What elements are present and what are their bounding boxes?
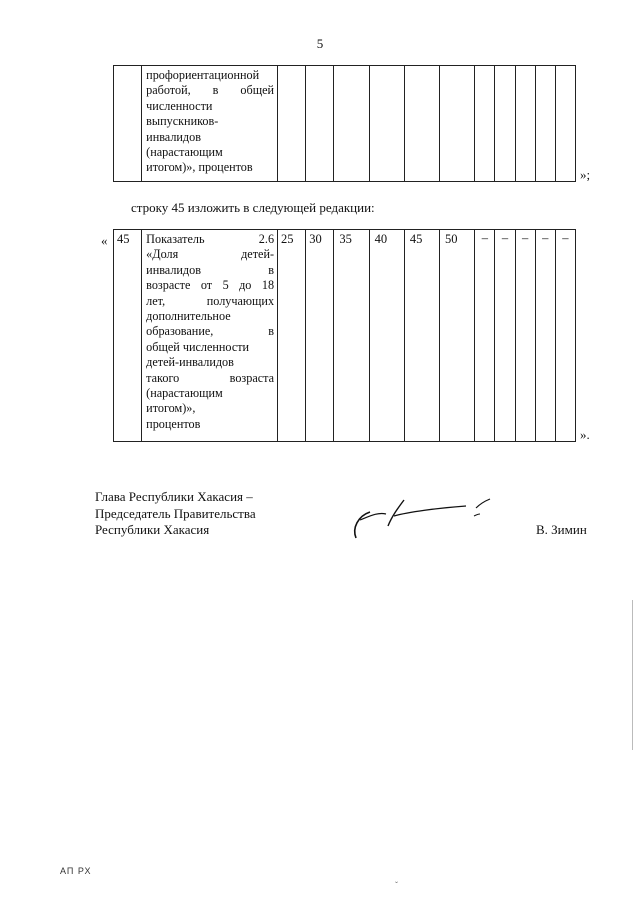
row-label-line: итогом)», (146, 401, 196, 416)
top-table-fragment (113, 65, 576, 182)
signatory-title-line: Глава Республики Хакасия – (95, 489, 253, 504)
row-label-line: лет, получающих (146, 293, 275, 308)
row-label-line: инвалидов в (146, 262, 275, 277)
row-label-line: общей численности (146, 339, 250, 354)
value-cell: – (555, 230, 575, 442)
footer-code: АП РХ (60, 866, 92, 876)
value-cell: – (535, 230, 555, 442)
row-label-cell (142, 230, 278, 442)
top-label-cell (142, 66, 278, 182)
signatory-name: В. Зимин (536, 522, 587, 537)
top-label-line: численности (146, 98, 213, 113)
instruction-text: строку 45 изложить в следующей редакции: (131, 200, 375, 215)
value-cell: – (495, 230, 515, 442)
closing-quote: ». (580, 427, 590, 442)
signatory-title-line: Республики Хакасия (95, 522, 210, 537)
top-label-line: выпускников- (146, 114, 219, 129)
row-45-table (113, 229, 576, 442)
top-label-line: работой, в общей (146, 83, 275, 98)
value-cell: – (475, 230, 495, 442)
row-label-line: возрасте от 5 до 18 (146, 278, 275, 293)
row-label-line: детей-инвалидов (146, 355, 234, 370)
row-label-line: процентов (146, 416, 201, 431)
row-number-cell: 45 (114, 230, 142, 442)
value-cell: 45 (404, 230, 439, 442)
value-cell: 40 (369, 230, 404, 442)
row-label-line: дополнительное (146, 309, 231, 324)
row-label-line: Показатель 2.6 (146, 232, 275, 246)
value-cell: 35 (334, 230, 369, 442)
opening-quote: « (101, 233, 108, 248)
top-label-line: инвалидов (146, 129, 201, 144)
top-label-line: итогом)», процентов (146, 160, 253, 175)
signatory-title (95, 489, 256, 539)
value-cell: – (515, 230, 535, 442)
top-label-line: (нарастающим (146, 145, 223, 160)
row-label-line: «Доля детей- (146, 247, 275, 262)
top-closing-quote: »; (580, 167, 591, 182)
value-cell: 30 (306, 230, 334, 442)
scan-edge-line (632, 600, 633, 750)
row-label-line: (нарастающим (146, 386, 223, 401)
signatory-title-line: Председатель Правительства (95, 505, 256, 521)
value-cell: 50 (440, 230, 475, 442)
page-number: 5 (316, 36, 324, 51)
row-label-line: такого возраста (146, 370, 275, 385)
scan-mark: ˇ (395, 880, 398, 890)
row-label-line: образование, в (146, 324, 275, 339)
handwritten-signature (348, 490, 498, 545)
top-label-line: профориентационной (146, 68, 260, 82)
top-empty-cell (114, 66, 142, 182)
value-cell: 25 (278, 230, 306, 442)
